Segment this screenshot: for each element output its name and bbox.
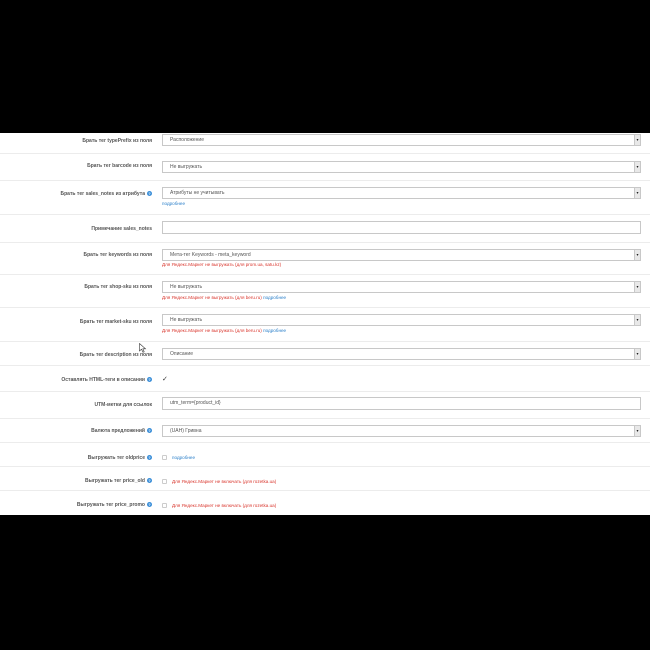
settings-form	[0, 133, 650, 515]
row-html-tags	[0, 365, 650, 392]
row-oldprice	[0, 442, 650, 467]
help-icon[interactable]: ?	[148, 478, 151, 484]
currency-select-value: (UAH) Гривна	[170, 428, 202, 434]
market-sku-label: Брать тег market-sku из поля	[79, 319, 152, 325]
row-currency	[0, 418, 650, 443]
price-old-label: Выгружать тег price_old ?	[84, 478, 151, 484]
oldprice-checkbox[interactable]	[162, 455, 167, 460]
more-link[interactable]: подробнее	[172, 455, 196, 460]
typeprefix-select[interactable]	[162, 134, 641, 146]
barcode-select[interactable]	[162, 161, 641, 173]
typeprefix-label: Брать тег typePrefix из поля	[82, 138, 152, 144]
sales-notes-text-label: Примечание sales_notes	[91, 226, 152, 232]
chevron-down-icon: ▾	[634, 315, 640, 325]
row-typeprefix	[0, 133, 650, 153]
sales-notes-attribute-value: Атрибуты не учитывать	[170, 190, 225, 196]
price-old-note: Для Яндекс.Маркет не включать (для rozetka.ua)	[172, 479, 277, 484]
shop-sku-select-value: Не выгружать	[170, 284, 203, 290]
price-promo-label: Выгружать тег price_promo ?	[76, 502, 151, 508]
more-link[interactable]: подробнее	[263, 295, 287, 300]
oldprice-label: Выгружать тег oldprice ?	[87, 455, 151, 461]
sales-notes-input[interactable]	[162, 221, 641, 234]
chevron-down-icon: ▾	[634, 188, 640, 198]
keywords-select[interactable]	[162, 249, 641, 261]
barcode-label: Брать тег barcode из поля	[87, 163, 152, 169]
keywords-note: Для Яндекс.Маркет не выгружать (для prom.ua, satu.kz)	[162, 262, 282, 267]
row-price-promo	[0, 490, 650, 515]
row-barcode	[0, 153, 650, 181]
row-sales-notes-text	[0, 214, 650, 243]
market-sku-note: Для Яндекс.Маркет не выгружать (для beru.ru) подробнее	[162, 328, 287, 333]
market-sku-select[interactable]	[162, 314, 641, 326]
html-tags-label: Оставлять HTML-теги в описании ?	[61, 377, 151, 383]
description-label: Брать тег description из поля	[79, 352, 152, 358]
shop-sku-note: Для Яндекс.Маркет не выгружать (для beru.ru) подробнее	[162, 295, 287, 300]
sales-notes-attribute-select[interactable]	[162, 187, 641, 199]
barcode-select-value: Не выгружать	[170, 164, 203, 170]
description-select[interactable]	[162, 348, 641, 360]
row-sales-notes-attribute	[0, 180, 650, 215]
mouse-cursor-icon	[139, 343, 147, 353]
help-icon[interactable]: ?	[148, 502, 151, 508]
row-price-old	[0, 466, 650, 491]
keywords-label: Брать тег keywords из поля	[83, 252, 152, 258]
chevron-down-icon: ▾	[634, 135, 640, 145]
help-icon[interactable]: ?	[148, 455, 151, 461]
chevron-down-icon: ▾	[634, 349, 640, 359]
chevron-down-icon: ▾	[634, 162, 640, 172]
row-shop-sku	[0, 274, 650, 308]
description-select-value: Описание	[170, 351, 194, 357]
row-description	[0, 341, 650, 366]
help-icon[interactable]: ?	[148, 191, 151, 197]
typeprefix-select-value: Расположение	[170, 137, 204, 143]
html-tags-checkbox[interactable]: ✓	[162, 376, 168, 383]
currency-label: Валюта предложений ?	[91, 428, 151, 434]
utm-label: UTM-метки для ссылок	[94, 402, 152, 408]
row-utm	[0, 391, 650, 419]
shop-sku-select[interactable]	[162, 281, 641, 293]
price-promo-checkbox[interactable]	[162, 503, 167, 508]
row-market-sku	[0, 307, 650, 342]
row-keywords	[0, 242, 650, 275]
chevron-down-icon: ▾	[634, 426, 640, 436]
utm-input[interactable]: utm_term={product_id}	[162, 397, 641, 410]
price-old-checkbox[interactable]	[162, 479, 167, 484]
market-sku-select-value: Не выгружать	[170, 317, 203, 323]
sales-notes-attribute-label: Брать тег sales_notes из атрибута ?	[60, 191, 151, 197]
shop-sku-label: Брать тег shop-sku из поля	[84, 284, 152, 290]
help-icon[interactable]: ?	[148, 428, 151, 434]
help-icon[interactable]: ?	[148, 377, 151, 383]
chevron-down-icon: ▾	[634, 250, 640, 260]
price-promo-note: Для Яндекс.Маркет не включать (для rozetka.ua)	[172, 503, 277, 508]
currency-select[interactable]	[162, 425, 641, 437]
more-link[interactable]: подробнее	[263, 328, 287, 333]
more-link[interactable]: подробнее	[162, 201, 186, 206]
keywords-select-value: Мета-тег Keywords - meta_keyword	[170, 252, 251, 258]
chevron-down-icon: ▾	[634, 282, 640, 292]
